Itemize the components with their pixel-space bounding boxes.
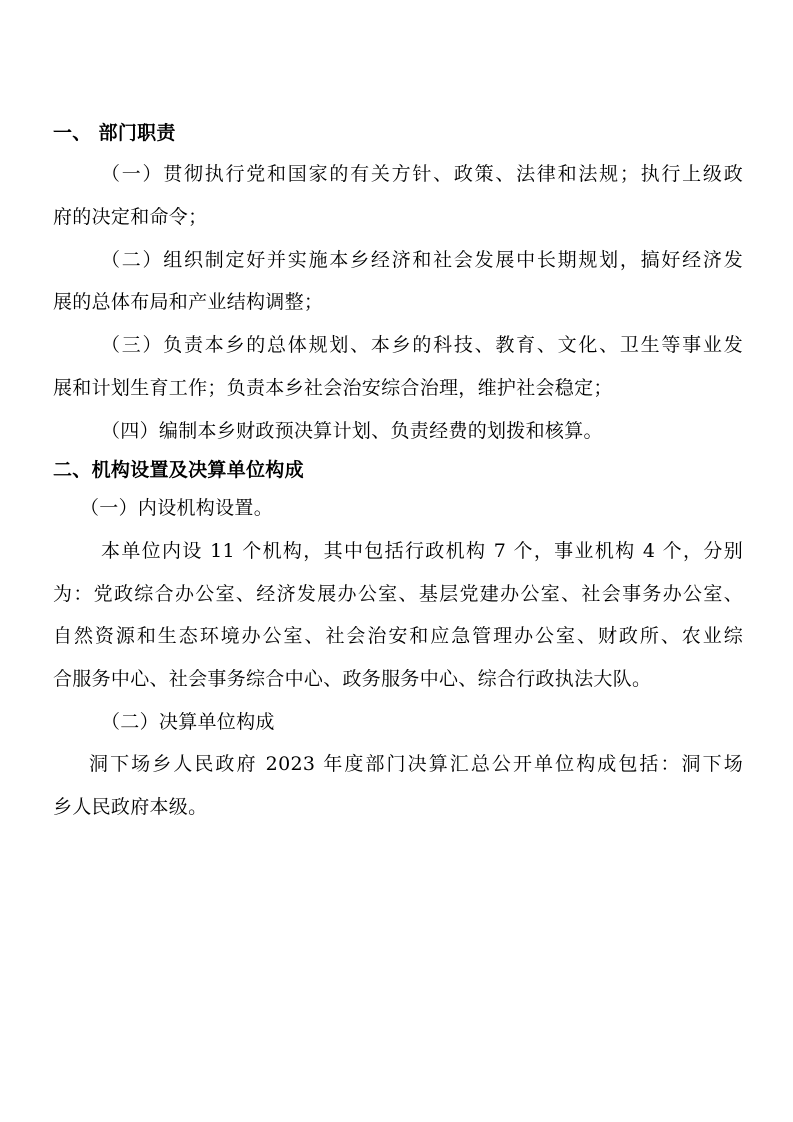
org-paragraph-line-1: 本单位内设 11 个机构，其中包括行政机构 7 个，事业机构 4 个，分别 bbox=[101, 540, 743, 562]
duty-1-line-2: 府的决定和命令； bbox=[53, 206, 208, 228]
subsection-1-title: （一）内设机构设置。 bbox=[80, 497, 274, 519]
org-paragraph-line-4: 合服务中心、社会事务综合中心、政务服务中心、综合行政执法大队。 bbox=[53, 668, 652, 690]
unit-paragraph-line-2: 乡人民政府本级。 bbox=[53, 796, 208, 818]
unit-paragraph-line-1: 洞下场乡人民政府 2023 年度部门决算汇总公开单位构成包括：洞下场 bbox=[89, 753, 743, 775]
duty-3-line-2: 展和计划生育工作；负责本乡社会治安综合治理，维护社会稳定； bbox=[53, 377, 613, 399]
duty-3-line-1: （三）负责本乡的总体规划、本乡的科技、教育、文化、卫生等事业发 bbox=[101, 334, 743, 356]
section-2-heading: 二、机构设置及决算单位构成 bbox=[53, 459, 304, 481]
duty-4-line-1: （四）编制本乡财政预决算计划、负责经费的划拨和核算。 bbox=[101, 420, 603, 442]
section-1-heading: 一、 部门职责 bbox=[53, 122, 176, 144]
org-paragraph-line-2: 为：党政综合办公室、经济发展办公室、基层党建办公室、社会事务办公室、 bbox=[53, 583, 743, 605]
duty-2-line-2: 展的总体布局和产业结构调整； bbox=[53, 291, 324, 313]
subsection-2-title: （二）决算单位构成 bbox=[101, 711, 275, 733]
org-paragraph-line-3: 自然资源和生态环境办公室、社会治安和应急管理办公室、财政所、农业综 bbox=[53, 625, 743, 647]
duty-1-line-1: （一）贯彻执行党和国家的有关方针、政策、法律和法规；执行上级政 bbox=[101, 163, 743, 185]
duty-2-line-1: （二）组织制定好并实施本乡经济和社会发展中长期规划，搞好经济发 bbox=[101, 249, 743, 271]
